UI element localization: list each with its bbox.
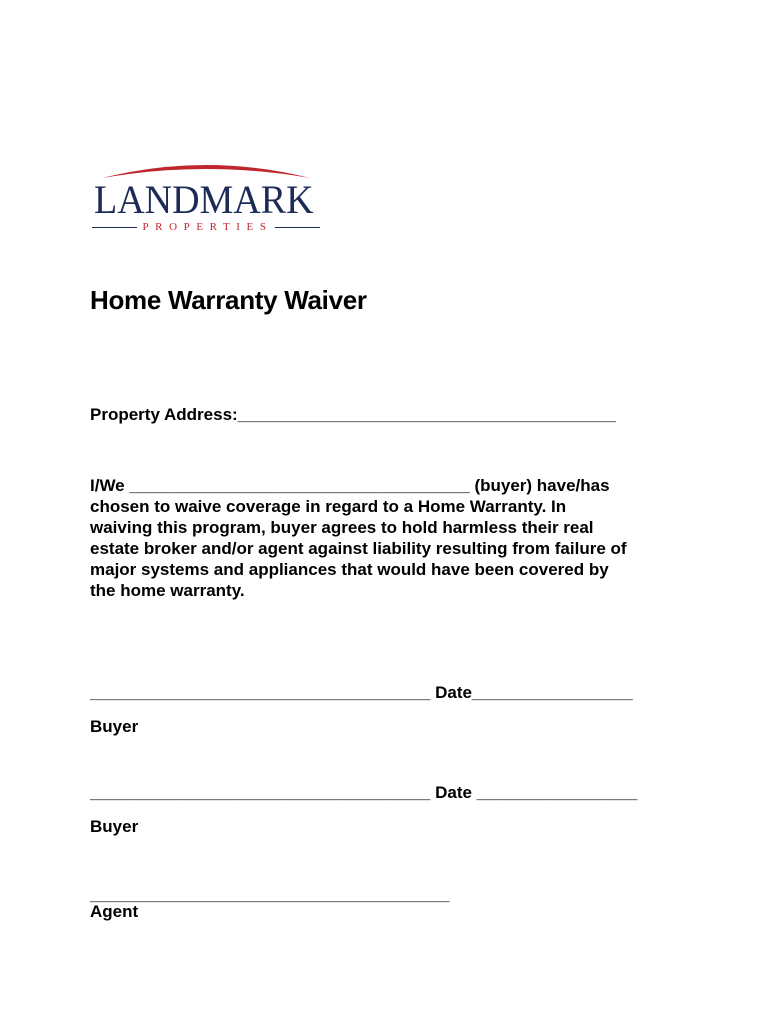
paragraph-line: estate broker and/or agent against liability resulting from failure of: [90, 539, 627, 558]
logo-wordmark: LANDMARK: [94, 177, 314, 222]
logo-rule-left: [92, 227, 137, 228]
paragraph-line: chosen to waive coverage in regard to a Home Warranty. In: [90, 497, 567, 516]
paragraph-line: the home warranty.: [90, 581, 245, 600]
paragraph-line: major systems and appliances that would have been covered by: [90, 560, 609, 579]
paragraph-line: I/We ____________________________________ (buyer) have/has: [90, 476, 610, 495]
agent-signature-line: ______________________________________: [90, 885, 450, 904]
agent-label: Agent: [90, 902, 139, 921]
waiver-paragraph: [90, 475, 690, 601]
buyer-signature-line-1: ____________________________________ Date_________________: [90, 683, 633, 702]
company-logo: [88, 158, 324, 238]
buyer-label-2: Buyer: [90, 817, 139, 836]
buyer-signature-line-2: ____________________________________ Date _________________: [90, 783, 638, 802]
logo-rule-right: [275, 227, 320, 228]
document-title: Home Warranty Waiver: [90, 285, 367, 315]
logo-subtitle: PROPERTIES: [142, 221, 273, 233]
property-address-line: Property Address:________________________________________: [90, 405, 616, 424]
buyer-label-1: Buyer: [90, 717, 139, 736]
paragraph-line: waiving this program, buyer agrees to hold harmless their real: [90, 518, 594, 537]
logo-subtitle-row: [92, 220, 320, 234]
